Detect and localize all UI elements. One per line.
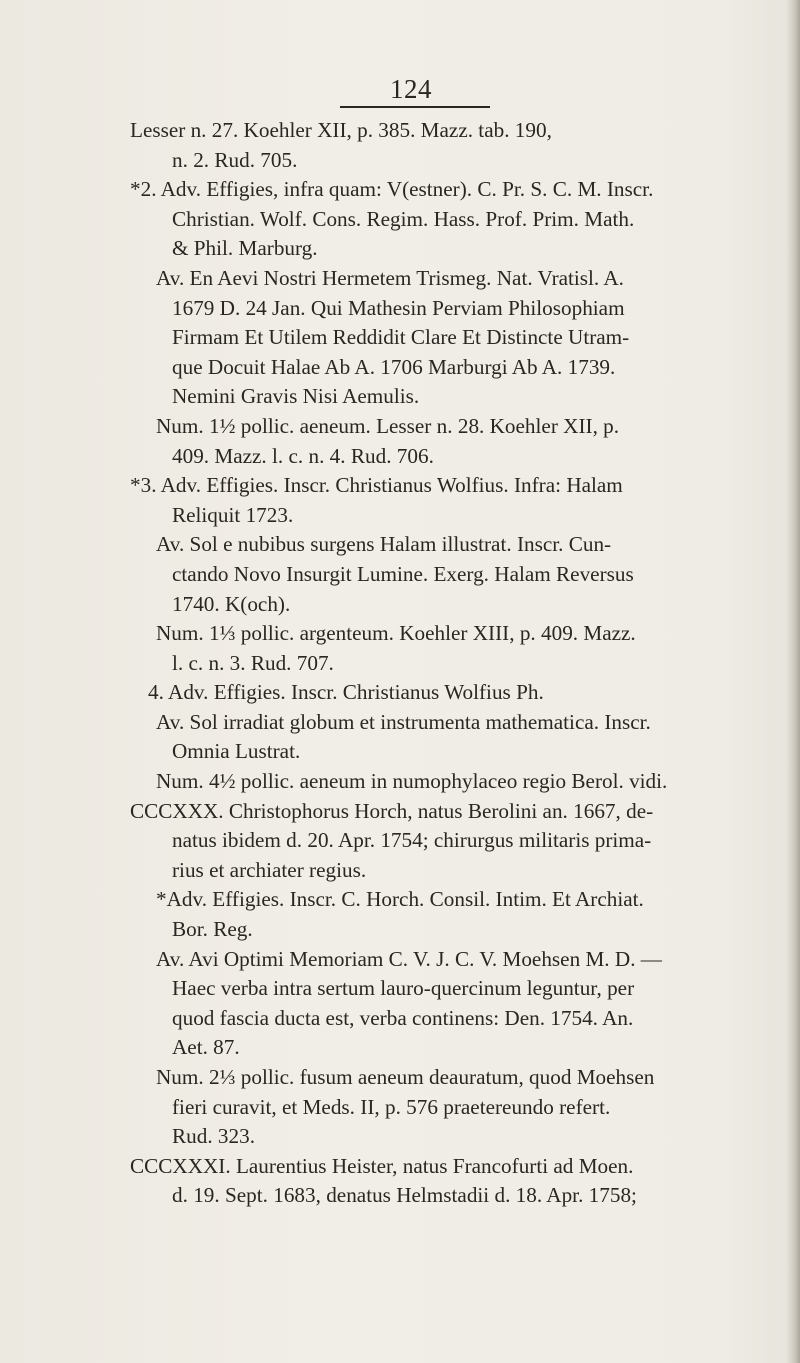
text-line: *3. Adv. Effigies. Inscr. Christianus Wolfius. Infra: Halam: [130, 473, 623, 498]
text-line: Reliquit 1723.: [172, 502, 294, 527]
text-line: CCCXXX. Christophorus Horch, natus Berolini an. 1667, de-: [130, 798, 654, 823]
page-edge-shadow: [786, 0, 800, 1363]
text-line: Num. 4½ pollic. aeneum in numophylaceo regio Berol. vidi.: [156, 769, 668, 794]
text-line: Av. Sol irradiat globum et instrumenta mathematica. Inscr.: [156, 709, 651, 734]
text-line: que Docuit Halae Ab A. 1706 Marburgi Ab A. 1739.: [172, 354, 616, 379]
text-line: 409. Mazz. l. c. n. 4. Rud. 706.: [172, 443, 434, 468]
text-line: Haec verba intra sertum lauro-quercinum leguntur, per: [172, 976, 635, 1001]
body-text: [130, 116, 760, 1211]
text-line: Omnia Lustrat.: [172, 739, 301, 764]
text-line: Num. 1½ pollic. aeneum. Lesser n. 28. Koehler XII, p.: [156, 413, 620, 438]
text-line: Av. En Aevi Nostri Hermetem Trismeg. Nat. Vratisl. A.: [156, 265, 624, 290]
text-line: Lesser n. 27. Koehler XII, p. 385. Mazz. tab. 190,: [130, 118, 552, 142]
header-rule: [340, 106, 490, 108]
text-line: rius et archiater regius.: [172, 857, 367, 882]
text-line: & Phil. Marburg.: [172, 236, 318, 261]
text-line: Firmam Et Utilem Reddidit Clare Et Distincte Utram-: [172, 325, 630, 350]
text-line: *Adv. Effigies. Inscr. C. Horch. Consil. Intim. Et Archiat.: [156, 887, 644, 912]
text-line: Christian. Wolf. Cons. Regim. Hass. Prof. Prim. Math.: [172, 206, 635, 231]
page-number: 124: [390, 74, 432, 104]
text-line: d. 19. Sept. 1683, denatus Helmstadii d. 18. Apr. 1758;: [172, 1183, 637, 1208]
text-line: fieri curavit, et Meds. II, p. 576 praetereundo refert.: [172, 1094, 611, 1119]
text-line: n. 2. Rud. 705.: [172, 147, 298, 172]
text-line: Av. Avi Optimi Memoriam C. V. J. C. V. Moehsen M. D. —: [156, 946, 662, 971]
text-line: Num. 1⅓ pollic. argenteum. Koehler XIII, p. 409. Mazz.: [156, 621, 636, 646]
text-line: Num. 2⅓ pollic. fusum aeneum deauratum, quod Moehsen: [156, 1065, 655, 1089]
text-line: 1679 D. 24 Jan. Qui Mathesin Perviam Philosophiam: [172, 295, 625, 320]
text-line: Bor. Reg.: [172, 917, 253, 942]
text-line: quod fascia ducta est, verba continens: Den. 1754. An.: [172, 1005, 634, 1030]
text-line: Av. Sol e nubibus surgens Halam illustrat. Inscr. Cun-: [156, 532, 612, 557]
text-line: *2. Adv. Effigies, infra quam: V(estner). C. Pr. S. C. M. Inscr.: [130, 177, 654, 202]
text-line: ctando Novo Insurgit Lumine. Exerg. Halam Reversus: [172, 561, 634, 586]
text-line: 4. Adv. Effigies. Inscr. Christianus Wolfius Ph.: [148, 680, 544, 705]
text-line: CCCXXXI. Laurentius Heister, natus Francofurti ad Moen.: [130, 1153, 634, 1178]
text-line: Rud. 323.: [172, 1124, 255, 1149]
text-line: l. c. n. 3. Rud. 707.: [172, 650, 334, 675]
text-line: Nemini Gravis Nisi Aemulis.: [172, 384, 420, 409]
text-line: 1740. K(och).: [172, 591, 291, 616]
text-line: Aet. 87.: [172, 1035, 240, 1060]
text-line: natus ibidem d. 20. Apr. 1754; chirurgus militaris prima-: [172, 828, 652, 853]
